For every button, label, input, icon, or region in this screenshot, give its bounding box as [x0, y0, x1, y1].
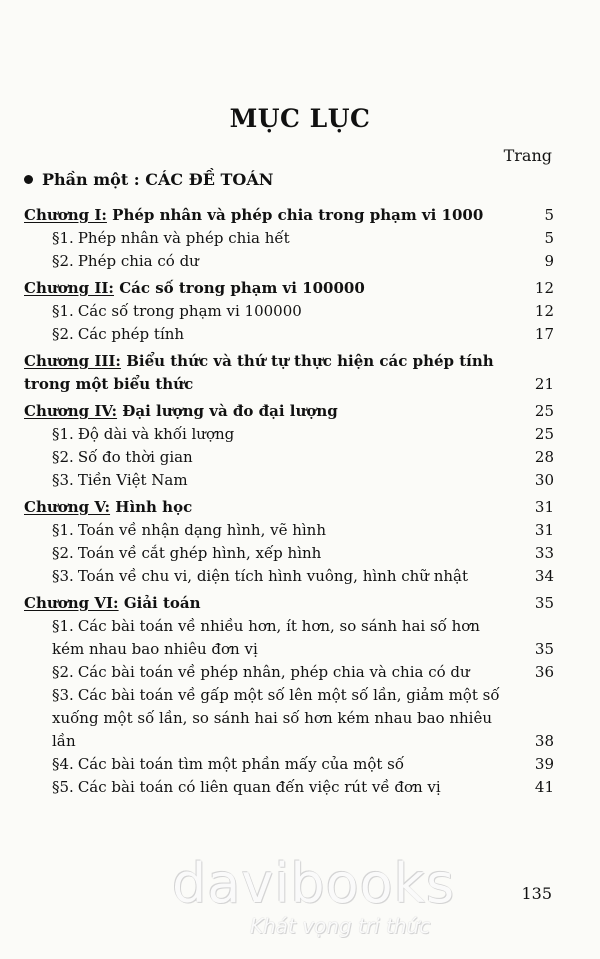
chapter-title: Các số trong phạm vi 100000	[119, 279, 365, 297]
chapter-heading	[24, 350, 554, 396]
chapter-label: Chương V:	[24, 498, 111, 516]
section-heading	[52, 684, 506, 753]
chapter-row[interactable]	[24, 276, 554, 300]
section-page-number: 34	[534, 567, 554, 585]
chapter-page-number: 5	[544, 206, 554, 224]
section-number: §2.	[52, 544, 74, 562]
watermark-tagline: Khát vọng tri thức	[250, 914, 431, 938]
section-page-number: 36	[534, 663, 554, 681]
part-header	[24, 170, 273, 189]
section-heading	[52, 776, 506, 799]
section-page-number: 17	[534, 325, 554, 343]
chapter-label: Chương II:	[24, 279, 114, 297]
section-number: §5.	[52, 778, 74, 796]
section-row[interactable]	[24, 661, 554, 684]
section-row[interactable]	[24, 423, 554, 446]
chapter-title: Biểu thức và thứ tự thực hiện các phép tính trong một biểu thức	[24, 352, 494, 393]
chapter-label: Chương IV:	[24, 402, 118, 420]
section-heading	[52, 542, 506, 565]
section-title: Các phép tính	[77, 325, 185, 343]
chapter-row[interactable]	[24, 399, 554, 423]
chapter-title: Phép nhân và phép chia trong phạm vi 1000	[112, 206, 484, 224]
chapter-page-number: 31	[534, 498, 554, 516]
watermark-brand: davibooks	[172, 852, 456, 915]
section-row[interactable]	[24, 250, 554, 273]
chapter-row[interactable]	[24, 203, 554, 227]
section-heading	[52, 753, 506, 776]
section-title: Các số trong phạm vi 100000	[77, 302, 302, 320]
chapter-heading	[24, 277, 554, 300]
bullet-icon	[24, 175, 33, 184]
page-column-label: Trang	[503, 146, 552, 165]
section-number: §2.	[52, 252, 74, 270]
section-heading	[52, 227, 506, 250]
section-heading	[52, 323, 506, 346]
section-row[interactable]	[24, 323, 554, 346]
section-row[interactable]	[24, 300, 554, 323]
section-row[interactable]	[24, 469, 554, 492]
section-page-number: 25	[534, 425, 554, 443]
chapter-row[interactable]	[24, 495, 554, 519]
section-title: Phép nhân và phép chia hết	[77, 229, 290, 247]
section-page-number: 41	[534, 778, 554, 796]
section-number: §1.	[52, 229, 74, 247]
chapter-heading	[24, 592, 554, 615]
section-row[interactable]	[24, 227, 554, 250]
section-number: §3.	[52, 471, 74, 489]
chapter-row[interactable]	[24, 349, 554, 396]
section-title: Toán về chu vi, diện tích hình vuông, hình chữ nhật	[77, 567, 469, 585]
section-number: §1.	[52, 425, 74, 443]
chapter-title: Hình học	[115, 498, 193, 516]
section-number: §4.	[52, 755, 74, 773]
section-heading	[52, 250, 506, 273]
section-page-number: 38	[534, 732, 554, 750]
section-number: §1.	[52, 302, 74, 320]
chapter-label: Chương VI:	[24, 594, 119, 612]
section-title: Độ dài và khối lượng	[77, 425, 235, 443]
chapter-heading	[24, 204, 554, 227]
chapter-heading	[24, 400, 554, 423]
section-number: §3.	[52, 686, 74, 704]
section-title: Các bài toán về phép nhân, phép chia và chia có dư	[77, 663, 470, 681]
chapter-title: Đại lượng và đo đại lượng	[122, 402, 338, 420]
section-row[interactable]	[24, 565, 554, 588]
chapter-label: Chương III:	[24, 352, 121, 370]
chapter-row[interactable]	[24, 591, 554, 615]
chapter-page-number: 35	[534, 594, 554, 612]
chapter-label: Chương I:	[24, 206, 107, 224]
footer-page-number: 135	[521, 884, 552, 903]
section-page-number: 30	[534, 471, 554, 489]
section-heading	[52, 446, 506, 469]
section-title: Toán về cắt ghép hình, xếp hình	[77, 544, 322, 562]
section-page-number: 31	[534, 521, 554, 539]
section-number: §2.	[52, 448, 74, 466]
section-page-number: 28	[534, 448, 554, 466]
page-title: MỤC LỤC	[229, 104, 371, 133]
section-page-number: 5	[544, 229, 554, 247]
section-number: §1.	[52, 617, 74, 635]
section-page-number: 35	[534, 640, 554, 658]
section-row[interactable]	[24, 684, 554, 753]
part-label: Phần một : CÁC ĐỀ TOÁN	[42, 170, 274, 189]
table-of-contents	[24, 203, 554, 799]
section-heading	[52, 300, 506, 323]
section-heading	[52, 661, 506, 684]
section-heading	[52, 469, 506, 492]
section-number: §3.	[52, 567, 74, 585]
section-heading	[52, 615, 506, 661]
chapter-title: Giải toán	[123, 594, 201, 612]
section-title: Các bài toán về nhiều hơn, ít hơn, so sánh hai số hơn kém nhau bao nhiêu đơn vị	[52, 617, 480, 658]
section-page-number: 12	[534, 302, 554, 320]
section-title: Các bài toán về gấp một số lên một số lần, giảm một số xuống một số lần, so sánh hai số hơn kém nhau bao nhiêu lần	[52, 686, 500, 750]
section-title: Tiền Việt Nam	[77, 471, 188, 489]
section-heading	[52, 565, 506, 588]
section-page-number: 39	[534, 755, 554, 773]
section-row[interactable]	[24, 615, 554, 661]
section-title: Toán về nhận dạng hình, vẽ hình	[77, 521, 327, 539]
section-page-number: 9	[544, 252, 554, 270]
section-row[interactable]	[24, 753, 554, 776]
section-number: §2.	[52, 663, 74, 681]
section-row[interactable]	[24, 776, 554, 799]
section-heading	[52, 519, 506, 542]
chapter-page-number: 21	[534, 375, 554, 393]
chapter-page-number: 12	[534, 279, 554, 297]
section-page-number: 33	[534, 544, 554, 562]
section-row[interactable]	[24, 446, 554, 469]
section-title: Số đo thời gian	[77, 448, 193, 466]
section-title: Phép chia có dư	[77, 252, 199, 270]
section-number: §2.	[52, 325, 74, 343]
section-number: §1.	[52, 521, 74, 539]
section-title: Các bài toán tìm một phần mấy của một số	[77, 755, 405, 773]
section-heading	[52, 423, 506, 446]
section-title: Các bài toán có liên quan đến việc rút về đơn vị	[77, 778, 441, 796]
section-row[interactable]	[24, 519, 554, 542]
section-row[interactable]	[24, 542, 554, 565]
chapter-heading	[24, 496, 554, 519]
chapter-page-number: 25	[534, 402, 554, 420]
